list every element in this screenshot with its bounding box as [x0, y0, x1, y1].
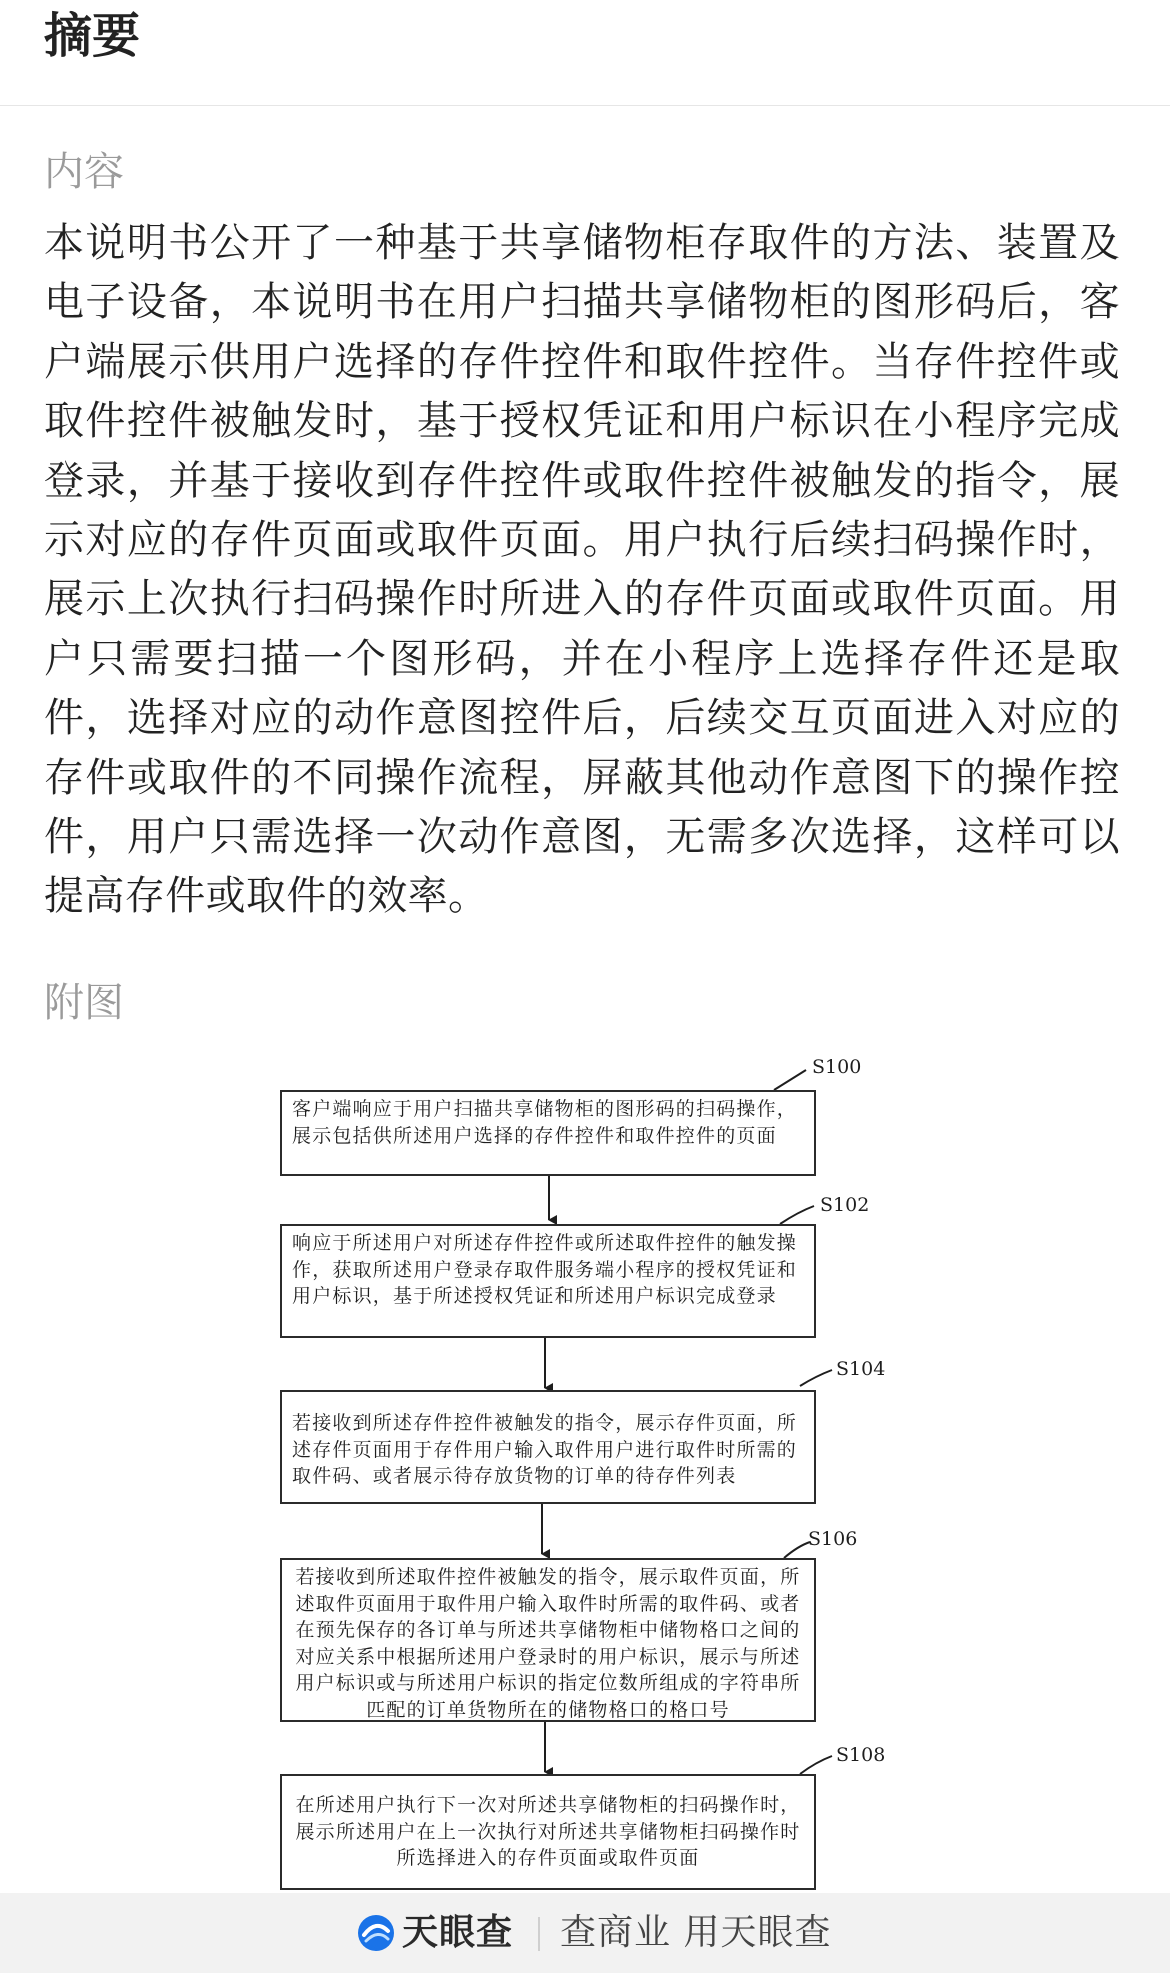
footer-divider: [538, 1917, 540, 1951]
brand-name: 天眼查: [402, 1912, 514, 1953]
step-label-s106: S106: [808, 1528, 858, 1550]
flowchart: [0, 1050, 1170, 1900]
step-label-s100: S100: [812, 1056, 862, 1078]
step-label-s104: S104: [836, 1358, 886, 1380]
step-label-s108: S108: [836, 1744, 886, 1766]
content-section-label: 内容: [44, 149, 124, 195]
flow-box-s108: 在所述用户执行下一次对所述共享储物柜的扫码操作时，展示所述用户在上一次执行对所述共享储物柜扫码操作时所选择进入的存件页面或取件页面: [280, 1774, 816, 1890]
flow-box-s100: 客户端响应于用户扫描共享储物柜的图形码的扫码操作，展示包括供所述用户选择的存件控件和取件控件的页面: [280, 1090, 816, 1176]
flow-box-s104: 若接收到所述存件控件被触发的指令，展示存件页面，所述存件页面用于存件用户输入取件用户进行取件时所需的取件码、或者展示待存放货物的订单的待存件列表: [280, 1390, 816, 1504]
brand-slogan: 查商业 用天眼查: [560, 1912, 832, 1953]
page-title: 摘要: [44, 8, 141, 64]
abstract-text: 本说明书公开了一种基于共享储物柜存取件的方法、装置及电子设备，本说明书在用户扫描共享储物柜的图形码后，客户端展示供用户选择的存件控件和取件控件。当存件控件或取件控件被触发时，基于授权凭证和用户标识在小程序完成登录，并基于接收到存件控件或取件控件被触发的指令，展示对应的存件页面或取件页面。用户执行后续扫码操作时，展示上次执行扫码操作时所进入的存件页面或取件页面。用户只需要扫描一个图形码，并在小程序上选择存件还是取件，选择对应的动作意图控件后，后续交互页面进入对应的存件或取件的不同操作流程，屏蔽其他动作意图下的操作控件，用户只需选择一次动作意图，无需多次选择，这样可以提高存件或取件的效率。: [44, 220, 1120, 920]
flow-box-s106: 若接收到所述取件控件被触发的指令，展示取件页面，所述取件页面用于取件用户输入取件时所需的取件码、或者在预先保存的各订单与所述共享储物柜中储物格口之间的对应关系中根据所述用户登录时的用户标识，展示与所述用户标识或与所述用户标识的指定位数所组成的字符串所匹配的订单货物所在的储物格口的格口号: [280, 1558, 816, 1722]
tianyancha-logo-icon: [356, 1913, 396, 1953]
footer-bar: [0, 1893, 1170, 1973]
step-label-s102: S102: [820, 1194, 870, 1216]
leader-s108: [800, 1756, 832, 1774]
page-header: [0, 0, 1170, 106]
leader-s102: [780, 1206, 814, 1224]
figure-section-label: 附图: [44, 980, 124, 1026]
leader-s106: [784, 1542, 810, 1558]
flow-box-s102: 响应于所述用户对所述存件控件或所述取件控件的触发操作，获取所述用户登录存取件服务端小程序的授权凭证和用户标识，基于所述授权凭证和所述用户标识完成登录: [280, 1224, 816, 1338]
leader-s104: [800, 1370, 832, 1386]
leader-s100: [774, 1070, 806, 1090]
